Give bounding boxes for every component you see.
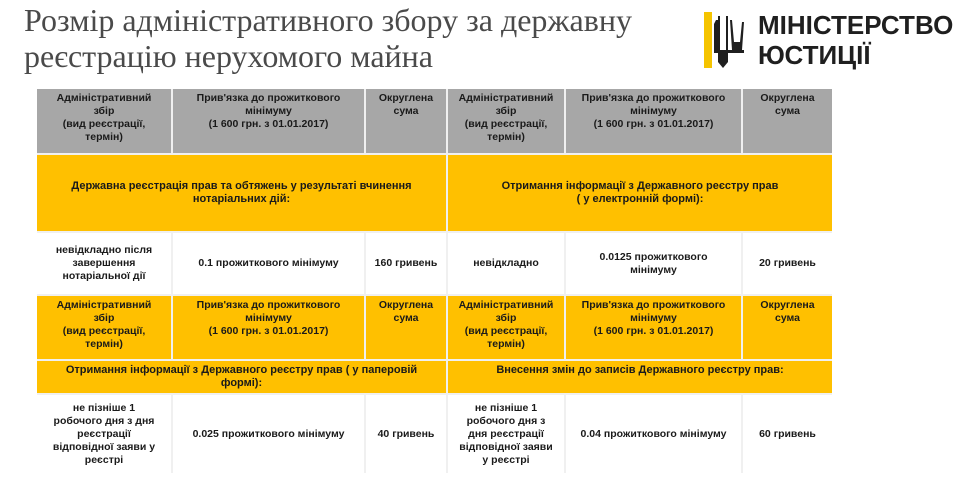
section1-left-term: невідкладно після завершення нотаріальної дії bbox=[37, 233, 171, 294]
fee-table bbox=[37, 89, 832, 473]
header-cell-sum-left: Округлена сума bbox=[366, 89, 446, 153]
header2-cell-sum-left: Округлена сума bbox=[366, 296, 446, 359]
ministry-logo bbox=[700, 8, 955, 78]
section2-right-term: не пізніше 1 робочого дня з дня реєстрації відповідної заяви у реєстрі bbox=[448, 395, 564, 473]
section2-left-term: не пізніше 1 робочого дня з дня реєстрації відповідної заяви у реєстрі bbox=[37, 395, 171, 473]
header2-cell-binding-left: Прив'язка до прожиткового мінімуму (1 600 грн. з 01.01.2017) bbox=[173, 296, 364, 359]
header2-cell-binding-right: Прив'язка до прожиткового мінімуму (1 600 грн. з 01.01.2017) bbox=[566, 296, 741, 359]
section2-left-sum: 40 гривень bbox=[366, 395, 446, 473]
section1-right-sum: 20 гривень bbox=[743, 233, 832, 294]
section1-title-right: Отримання інформації з Державного реєстру прав ( у електронній формі): bbox=[448, 155, 832, 231]
logo-wordmark bbox=[758, 10, 953, 70]
header2-cell-type-left: Адміністративний збір (вид реєстрації, термін) bbox=[37, 296, 171, 359]
header2-cell-sum-right: Округлена сума bbox=[743, 296, 832, 359]
header-cell-type-right: Адміністративний збір (вид реєстрації, термін) bbox=[448, 89, 564, 153]
section1-title-left: Державна реєстрація прав та обтяжень у результаті вчинення нотаріальних дій: bbox=[37, 155, 446, 231]
section2-right-binding: 0.04 прожиткового мінімуму bbox=[566, 395, 741, 473]
trident-emblem-icon bbox=[704, 12, 748, 72]
header2-cell-type-right: Адміністративний збір (вид реєстрації, термін) bbox=[448, 296, 564, 359]
header-cell-type-left: Адміністративний збір (вид реєстрації, термін) bbox=[37, 89, 171, 153]
header-cell-binding-left: Прив'язка до прожиткового мінімуму (1 600 грн. з 01.01.2017) bbox=[173, 89, 364, 153]
section2-right-sum: 60 гривень bbox=[743, 395, 832, 473]
page-title: Розмір адміністративного збору за державну реєстрацію нерухомого майна bbox=[24, 2, 632, 74]
section2-left-binding: 0.025 прожиткового мінімуму bbox=[173, 395, 364, 473]
section1-left-sum: 160 гривень bbox=[366, 233, 446, 294]
logo-line-2: ЮСТИЦІЇ bbox=[758, 40, 871, 70]
section1-right-term: невідкладно bbox=[448, 233, 564, 294]
header-cell-sum-right: Округлена сума bbox=[743, 89, 832, 153]
header-cell-binding-right: Прив'язка до прожиткового мінімуму (1 600 грн. з 01.01.2017) bbox=[566, 89, 741, 153]
section2-title-left: Отримання інформації з Державного реєстру прав ( у паперовій формі): bbox=[37, 361, 446, 393]
section1-left-binding: 0.1 прожиткового мінімуму bbox=[173, 233, 364, 294]
section2-title-right: Внесення змін до записів Державного реєстру прав: bbox=[448, 361, 832, 393]
section1-right-binding: 0.0125 прожиткового мінімуму bbox=[566, 233, 741, 294]
logo-line-1: МІНІСТЕРСТВО bbox=[758, 10, 954, 40]
